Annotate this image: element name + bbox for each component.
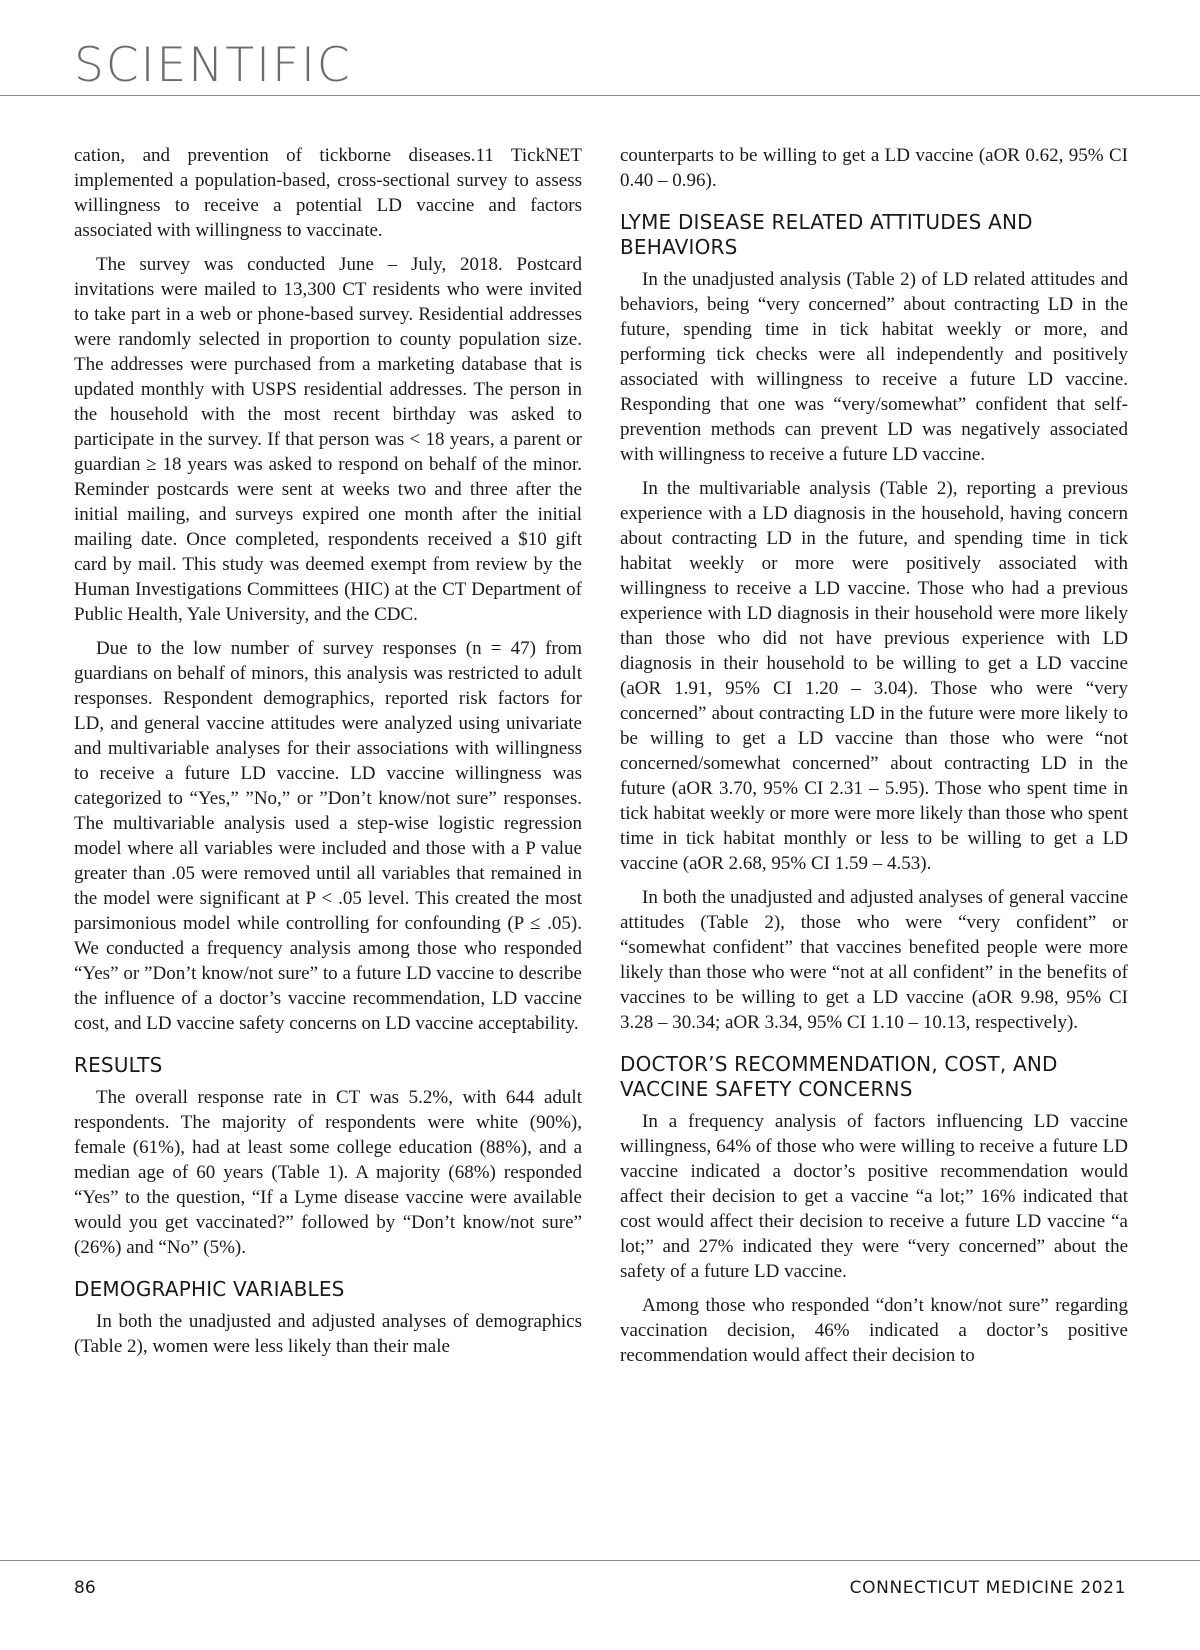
left-column [74, 143, 582, 1368]
heading-demographic-variables: DEMOGRAPHIC VARIABLES [74, 1277, 345, 1301]
heading-lyme-attitudes: LYME DISEASE RELATED ATTITUDES AND BEHAVIORS [620, 210, 1033, 259]
paragraph: Among those who responded “don’t know/not sure” regarding vaccination decision, 46% indicated a doctor’s positive recommendation would affect their decision to [620, 1295, 1128, 1366]
paragraph: In both the unadjusted and adjusted analyses of general vaccine attitudes (Table 2), those who were “very confident” or “somewhat confident” that vaccines benefited people were more likely than those who were “not at all confident” in the benefits of vaccines to be willing to get a LD vaccine (aOR 9.98, 95% CI 3.28 – 30.34; aOR 3.34, 95% CI 1.10 – 10.13, respectively). [620, 887, 1128, 1033]
paragraph: The overall response rate in CT was 5.2%, with 644 adult respondents. The majority of respondents were white (90%), female (61%), had at least some college education (88%), and a median age of 60 years (Table 1). A majority (68%) responded “Yes” to the question, “If a Lyme disease vaccine were available would you get vaccinated?” followed by “Don’t know/not sure” (26%) and “No” (5%). [74, 1087, 582, 1258]
paragraph: In the multivariable analysis (Table 2), reporting a previous experience with a LD diagnosis in the household, having concern about contracting LD in the future, and spending time in tick habitat weekly or more were positively associated with willingness to receive a LD vaccine. Those who had a previous experience with LD diagnosis in their household were more likely than those who did not have previous experience with LD diagnosis in their household to be willing to get a LD vaccine (aOR 1.91, 95% CI 1.20 – 3.04). Those who were “very concerned” about contracting LD in the future were more likely to be willing to get a LD vaccine than those who were “not concerned/somewhat concerned” about contracting LD in the future (aOR 3.70, 95% CI 2.31 – 5.95). Those who spent time in tick habitat weekly or more were more likely than those who spent time in tick habitat monthly or less to be willing to get a LD vaccine (aOR 2.68, 95% CI 1.59 – 4.53). [620, 478, 1128, 874]
paragraph: In both the unadjusted and adjusted analyses of demographics (Table 2), women were less likely than their male [74, 1311, 582, 1357]
paragraph: The survey was conducted June – July, 2018. Postcard invitations were mailed to 13,300 CT residents who were invited to take part in a web or phone-based survey. Residential addresses were randomly selected in proportion to county population size. The addresses were purchased from a marketing database that is updated monthly with USPS residential addresses. The person in the household with the most recent birthday was asked to participate in the survey. If that person was < 18 years, a parent or guardian ≥ 18 years was asked to respond on behalf of the minor. Reminder postcards were sent at weeks two and three after the initial mailing, and surveys expired one month after the initial mailing date. Once completed, respondents received a $10 gift card by mail. This study was deemed exempt from review by the Human Investigations Committees (HIC) at the CT Department of Public Health, Yale University, and the CDC. [74, 254, 582, 625]
paragraph: In a frequency analysis of factors influencing LD vaccine willingness, 64% of those who were willing to receive a future LD vaccine indicated a doctor’s positive recommendation would affect their decision to get a vaccine “a lot;” 16% indicated that cost would affect their decision to receive a future LD vaccine “a lot;” and 27% indicated they were “very concerned” about the safety of a future LD vaccine. [620, 1111, 1128, 1282]
paragraph: cation, and prevention of tickborne diseases.11 TickNET implemented a population-based, cross-sectional survey to assess willingness to receive a potential LD vaccine and factors associated with willingness to vaccinate. [74, 145, 582, 241]
heading-results: RESULTS [74, 1053, 163, 1077]
right-column [620, 143, 1128, 1377]
footer-rule [0, 1560, 1200, 1561]
header-rule [0, 95, 1200, 96]
journal-title: CONNECTICUT MEDICINE 2021 [849, 1578, 1126, 1598]
section-label: SCIENTIFIC [74, 38, 352, 93]
page-number: 86 [74, 1578, 96, 1598]
heading-doctor-recommendation: DOCTOR’S RECOMMENDATION, COST, AND VACCINE SAFETY CONCERNS [620, 1052, 1058, 1101]
paragraph: Due to the low number of survey responses (n = 47) from guardians on behalf of minors, this analysis was restricted to adult responses. Respondent demographics, reported risk factors for LD, and general vaccine attitudes were analyzed using univariate and multivariable analyses for their associations with willingness to receive a future LD vaccine. LD vaccine willingness was categorized to “Yes,” ”No,” or ”Don’t know/not sure” responses. The multivariable analysis used a step-wise logistic regression model where all variables were included and those with a P value greater than .05 were removed until all variables that remained in the model were significant at P < .05 level. This created the most parsimonious model while controlling for confounding (P ≤ .05). We conducted a frequency analysis among those who responded “Yes” or ”Don’t know/not sure” to a future LD vaccine to describe the influence of a doctor’s vaccine recommendation, LD vaccine cost, and LD vaccine safety concerns on LD vaccine acceptability. [74, 638, 582, 1034]
paragraph: In the unadjusted analysis (Table 2) of LD related attitudes and behaviors, being “very concerned” about contracting LD in the future, spending time in tick habitat weekly or more, and performing tick checks were all independently and positively associated with willingness to receive a future LD vaccine. Responding that one was “very/somewhat” confident that self-prevention methods can prevent LD was negatively associated with willingness to receive a future LD vaccine. [620, 269, 1128, 465]
paragraph: counterparts to be willing to get a LD vaccine (aOR 0.62, 95% CI 0.40 – 0.96). [620, 145, 1128, 191]
